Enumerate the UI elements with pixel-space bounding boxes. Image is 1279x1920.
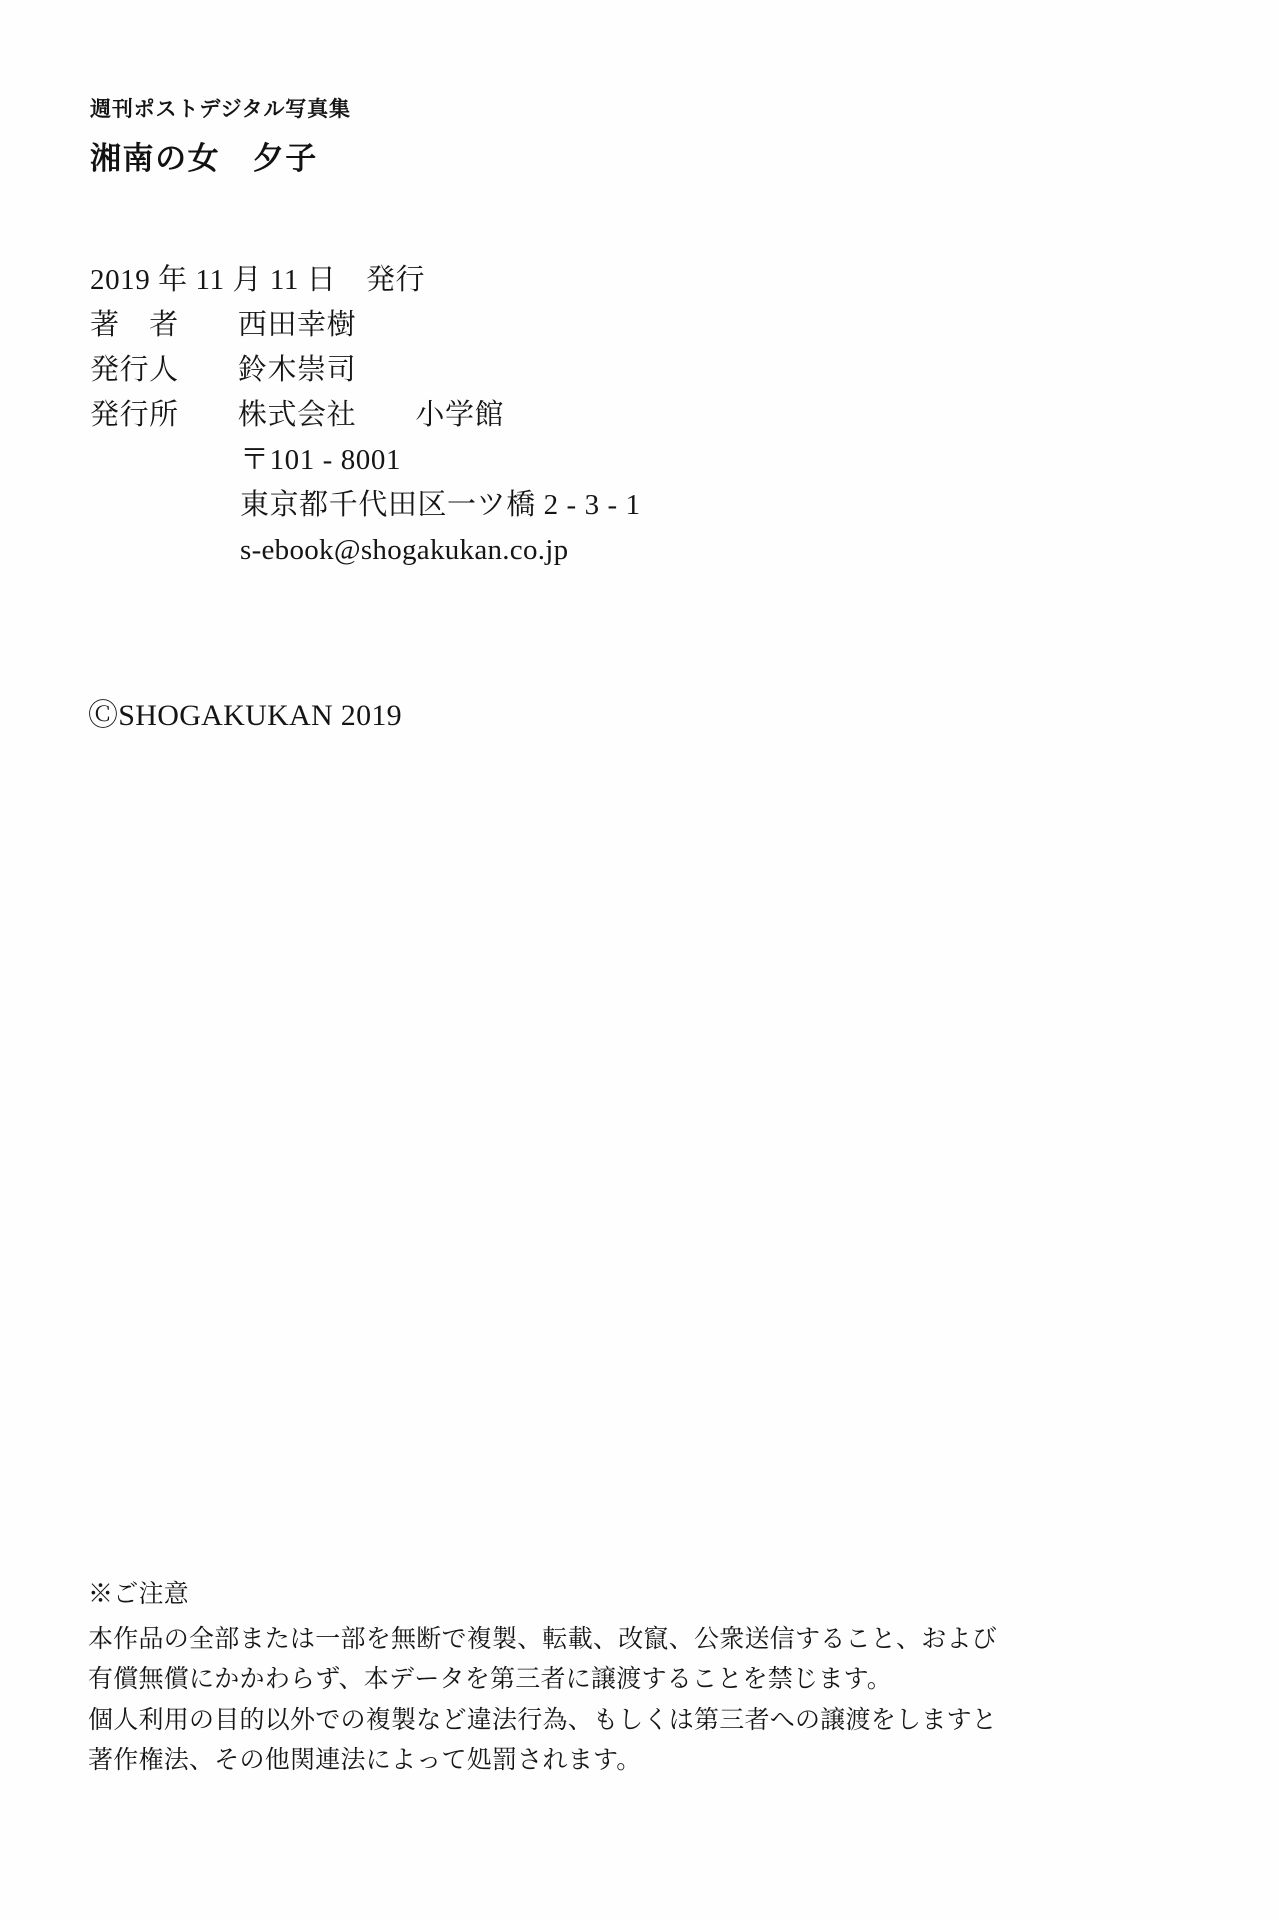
copyright-notice: ⒸSHOGAKUKAN 2019 [88, 699, 402, 732]
legal-notice-block [88, 1575, 1188, 1782]
contact-email: s-ebook@shogakukan.co.jp [240, 533, 569, 566]
author-line: 著 者 西田幸樹 [90, 308, 357, 341]
address: 東京都千代田区一ツ橋 2 - 3 - 1 [240, 488, 641, 521]
publication-date: 2019 年 11 月 11 日 発行 [90, 264, 426, 296]
postal-code: 〒101 - 8001 [240, 443, 402, 476]
notice-line-1: 本作品の全部または一部を無断で複製、転載、改竄、公衆送信すること、および [88, 1625, 998, 1653]
colophon-header [90, 95, 1140, 181]
notice-heading: ※ご注意 [88, 1581, 190, 1608]
notice-line-4: 著作権法、その他関連法によって処罰されます。 [88, 1747, 642, 1774]
publisher-company-line: 発行所 株式会社 小学館 [90, 398, 505, 431]
notice-line-3: 個人利用の目的以外での複製など違法行為、もしくは第三者への譲渡をしますと [88, 1706, 998, 1734]
imprint-block [90, 258, 1140, 573]
publisher-person-line: 発行人 鈴木崇司 [90, 353, 357, 386]
series-label: 週刊ポストデジタル写真集 [90, 97, 351, 121]
notice-line-2: 有償無償にかかわらず、本データを第三者に譲渡することを禁じます。 [88, 1666, 893, 1693]
page-title: 湘南の女 夕子 [90, 141, 318, 177]
